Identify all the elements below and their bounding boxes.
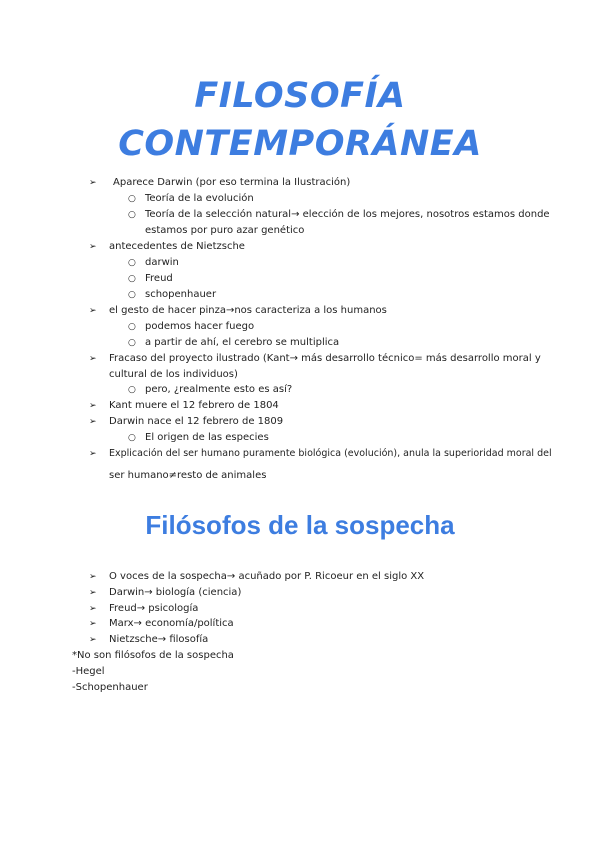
- list-item: a partir de ahí, el cerebro se multiplica: [145, 337, 340, 348]
- list-item: Darwin→ biología (ciencia): [109, 587, 242, 598]
- arrow-bullet-icon: ➢: [89, 449, 97, 459]
- list-item: Fracaso del proyecto ilustrado (Kant→ más desarrollo técnico= más desarrollo moral y: [109, 353, 541, 364]
- arrow-bullet-icon: ➢: [89, 354, 97, 364]
- list-item: el gesto de hacer pinza→nos caracteriza a los humanos: [109, 305, 387, 316]
- list-item-continuation: estamos por puro azar genético: [145, 225, 305, 236]
- list-item: Explicación del ser humano puramente biológica (evolución), anula la superioridad moral del: [109, 448, 552, 459]
- arrow-bullet-icon: ➢: [89, 619, 97, 629]
- list-item: Freud: [145, 273, 173, 284]
- arrow-bullet-icon: ➢: [89, 572, 97, 582]
- section-heading: Filósofos de la sospecha: [145, 510, 455, 540]
- circle-bullet-icon: ○: [128, 290, 136, 300]
- list-item: Aparece Darwin (por eso termina la Ilustración): [113, 177, 351, 188]
- list-item: El origen de las especies: [145, 432, 269, 443]
- list-item: Marx→ economía/política: [109, 618, 234, 629]
- circle-bullet-icon: ○: [128, 338, 136, 348]
- list-item: Freud→ psicología: [109, 603, 199, 614]
- list-item: podemos hacer fuego: [145, 321, 255, 332]
- list-item: Darwin nace el 12 febrero de 1809: [109, 416, 284, 427]
- list-item: antecedentes de Nietzsche: [109, 241, 245, 252]
- arrow-bullet-icon: ➢: [89, 178, 97, 188]
- circle-bullet-icon: ○: [128, 385, 136, 395]
- list-item: O voces de la sospecha→ acuñado por P. Ricoeur en el siglo XX: [109, 571, 425, 582]
- circle-bullet-icon: ○: [128, 258, 136, 268]
- list-item: pero, ¿realmente esto es así?: [145, 384, 293, 395]
- list-item: darwin: [145, 257, 179, 268]
- list-item-continuation: cultural de los individuos): [109, 369, 238, 380]
- list-item: Kant muere el 12 febrero de 1804: [109, 400, 279, 411]
- note-line: *No son filósofos de la sospecha: [72, 650, 234, 661]
- arrow-bullet-icon: ➢: [89, 417, 97, 427]
- list-item: schopenhauer: [145, 289, 217, 300]
- circle-bullet-icon: ○: [128, 274, 136, 284]
- list-item-continuation: ser humano≠resto de animales: [109, 470, 267, 481]
- circle-bullet-icon: ○: [128, 194, 136, 204]
- arrow-bullet-icon: ➢: [89, 242, 97, 252]
- list-item: Teoría de la selección natural→ elección de los mejores, nosotros estamos donde: [145, 209, 550, 220]
- title-line-1: FILOSOFÍA: [194, 76, 406, 116]
- circle-bullet-icon: ○: [128, 210, 136, 220]
- arrow-bullet-icon: ➢: [89, 306, 97, 316]
- arrow-bullet-icon: ➢: [89, 635, 97, 645]
- note-line: -Schopenhauer: [72, 682, 148, 693]
- arrow-bullet-icon: ➢: [89, 604, 97, 614]
- circle-bullet-icon: ○: [128, 322, 136, 332]
- arrow-bullet-icon: ➢: [89, 588, 97, 598]
- arrow-bullet-icon: ➢: [89, 401, 97, 411]
- title-line-2: CONTEMPORÁNEA: [118, 124, 482, 164]
- list-item: Nietzsche→ filosofía: [109, 634, 209, 645]
- list-item: Teoría de la evolución: [145, 193, 254, 204]
- note-line: -Hegel: [72, 666, 105, 677]
- circle-bullet-icon: ○: [128, 433, 136, 443]
